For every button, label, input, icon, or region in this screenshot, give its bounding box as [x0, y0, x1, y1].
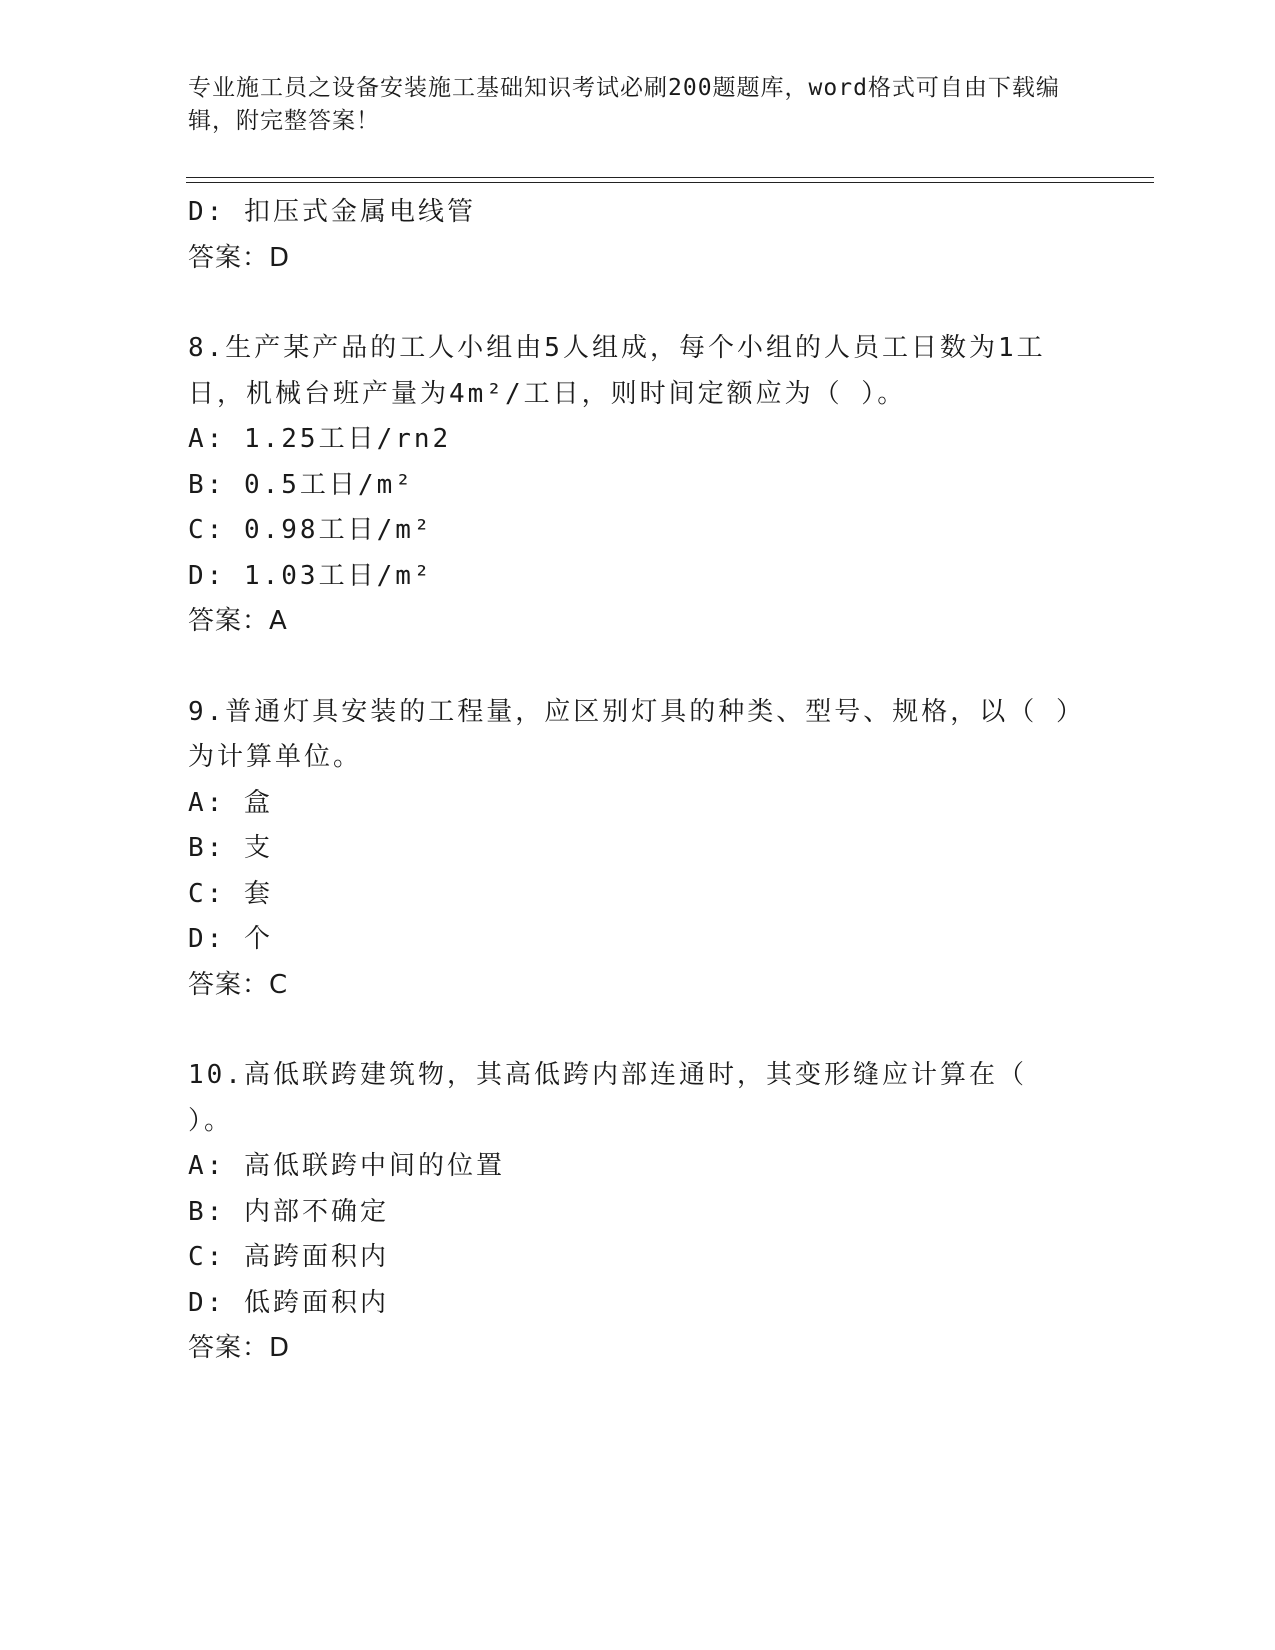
spacer — [188, 281, 1088, 326]
header-divider-thin — [186, 177, 1154, 178]
option-a: A: 高低联跨中间的位置 — [188, 1151, 505, 1181]
option-d: D: 1.03工日/m² — [188, 560, 433, 591]
option-d: D: 个 — [188, 924, 273, 954]
question-content — [188, 190, 1088, 1372]
question-text: 8.生产某产品的工人小组由5人组成，每个小组的人员工日数为1工日，机械台班产量为4m²/工日，则时间定额应为（ ）。 — [188, 333, 1046, 409]
question-text: 10.高低联跨建筑物，其高低跨内部连通时，其变形缝应计算在（ ）。 — [188, 1060, 1027, 1136]
option-b: B: 0.5工日/m² — [188, 469, 414, 500]
spacer — [188, 1008, 1088, 1053]
option-c: C: 高跨面积内 — [188, 1242, 389, 1272]
question-text: 9.普通灯具安装的工程量，应区别灯具的种类、型号、规格，以（ ）为计算单位。 — [188, 696, 1085, 772]
document-header-title: 专业施工员之设备安装施工基础知识考试必刷200题题库，word格式可自由下载编辑，附完整答案！ — [188, 75, 1060, 134]
spacer — [188, 645, 1088, 690]
question-9 — [188, 690, 1088, 1009]
option-a: A: 盒 — [188, 787, 273, 818]
answer-label: 答案：D — [188, 1333, 291, 1363]
question-8 — [188, 326, 1088, 645]
carryover-answer: 答案：D — [188, 242, 291, 273]
option-a: A: 1.25工日/rn2 — [188, 424, 452, 454]
option-b: B: 支 — [188, 833, 273, 863]
option-c: C: 0.98工日/m² — [188, 515, 433, 545]
option-d: D: 低跨面积内 — [188, 1287, 389, 1318]
answer-label: 答案：C — [188, 969, 289, 1000]
carryover-option-d: D: 扣压式金属电线管 — [188, 197, 476, 227]
question-10 — [188, 1053, 1088, 1372]
option-b: B: 内部不确定 — [188, 1196, 389, 1227]
option-c: C: 套 — [188, 878, 273, 909]
header-divider-thick — [186, 182, 1154, 183]
answer-label: 答案：A — [188, 606, 288, 636]
